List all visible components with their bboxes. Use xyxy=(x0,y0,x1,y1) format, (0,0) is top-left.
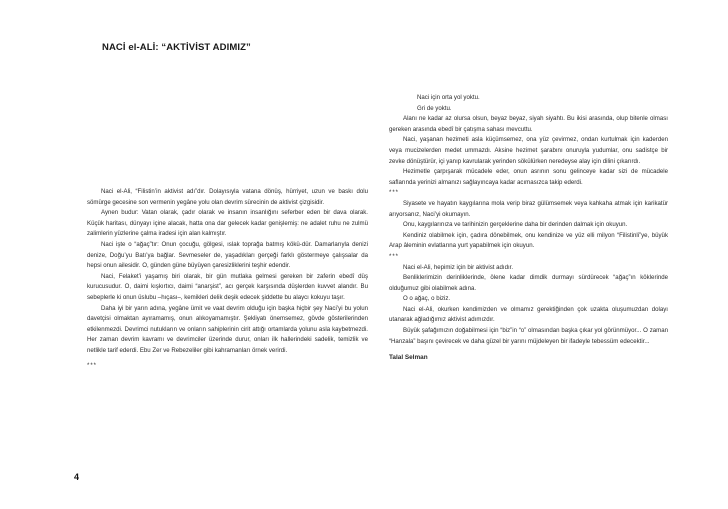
right-paragraph-c5: Büyük şafağımızın doğabilmesi için “biz”in “o” olmasından başka çıkar yol görünmüyor... O zaman “Hanzala” başını çevirecek ve daha güzel bir yarını müjdeleyen bir ifadeyle tebessüm edecektir... xyxy=(389,327,668,345)
right-column xyxy=(389,93,668,364)
left-paragraph-3: Naci işte o “ağaç”tır: Onun çocuğu, gölgesi, ıslak toprağa batmış kökü-dür. Damarlarıyla denizi denize, Doğu’yu Batı’ya bağlar. Sevmeseler de, yaşadıkları gerçeği farklı göstermeye çalışsalar da hepsi onun ailesidir. O, günden güne büyüyen çaresizliklerini teşhir edendir. xyxy=(87,240,368,270)
page-number: 4 xyxy=(74,472,80,482)
right-paragraph-a3: Hezimetle çarpışarak mücadele eder, onun asrının sonu gelinceye kadar sizi de mücadele saflarında yerinizi almanızı sağlayıncaya kadar acımasızca takip ederdi. xyxy=(389,168,668,186)
right-line-1: Naci için orta yol yoktu. xyxy=(417,94,480,101)
right-separator-2: *** xyxy=(389,253,400,260)
right-paragraph-b2: Onu, kaygılarınıza ve tarihinizin gerçeklerine daha bir derinden dalmak için okuyun. xyxy=(403,221,628,229)
author-signature: Talal Selman xyxy=(389,354,428,362)
right-paragraph-c3: O o ağaç, o biziz. xyxy=(403,295,451,303)
right-paragraph-b1: Siyasete ve hayatın kaygılarına mola verip biraz gülümsemek veya kahkaha atmak için karikatür arıyorsanız, Naci’yi okumayın. xyxy=(389,199,668,218)
right-paragraph-c2: Benliklerimizin derinliklerinde, ölene kadar dimdik durmayı sürdürecek “ağaç”ın köklerinde olduğumuz gibi olabilmek adına. xyxy=(389,274,668,292)
right-paragraph-c4: Naci el-Ali, okurken kendimizden ve olmamız gerektiğinden çok uzakta oluşumuzdan dolayı utanarak ağladığımız aktivist adımızdır. xyxy=(389,305,668,324)
right-paragraph-a2: Naci, yaşanan hezimeti asla küçümsemez, ona yüz çevirmez, ondan kurtulmak için kaderden veya mucizelerden medet ummazdı. Aksine hezimet şarabını onuruyla yudumlar, onu sadistçe bir zevke dönüştürür, içi yanıp kavrularak yerinden sökülürken neredeyse alay için dilini çıkarırdı. xyxy=(389,136,668,165)
left-paragraph-2: Aynen budur: Vatan olarak, çadır olarak ve insanın insanlığını seferber eden bir dava olarak. Küçük haritası, dünyayı içine alacak, hatta ona dar gelecek kadar genişlemiş: ne adalet ruhu ne zulmü zalimlerin yüzlerine çalma iradesi için alan kalmıştır. xyxy=(87,209,368,238)
left-paragraph-5: Daha iyi bir yarın adına, yegâne ümit ve vaat devrim olduğu için başka hiçbir şey Naci’yi bu yolun davetçisi olmaktan ayıramamış, onun alıkoyamamıştır. Şekliyatı önemsemez, gövde gösterilerinden etkilenmezdi. Devrimci nutukların ve onların sahiplerinin cirit attığı ortamlarda yolunu asla kaybetmezdi. Her zaman devrim kavramı ve devrimciler üzerinde durur, onları ilk hallerindeki sadelik, temizlik ve netlikle tarif ederdi. Ebu Zer ve Rebezeliler gibi kahramanları örnek verirdi. xyxy=(87,304,368,354)
left-paragraph-1: Naci el-Ali, “Filistin’in aktivist adı”dır. Dolayısıyla vatana dönüş, hürriyet, uzun ve baskı dolu sömürge gecesine son vermenin yegâne yolu olan devrim sürecinin de aktivist çizgisidir. xyxy=(87,188,368,206)
right-line-2: Gri de yoktu. xyxy=(417,104,452,112)
article-title: NACİ el-ALİ: “AKTİVİST ADIMIZ” xyxy=(102,42,251,53)
right-separator-1: *** xyxy=(389,190,400,197)
left-column xyxy=(87,187,368,371)
left-paragraph-4: Naci, Felaket’i yaşamış biri olarak, bir gün mutlaka gelmesi gereken bir zaferin ebedî düş kurucusudur. O, daimi kışkırtıcı, daimi “anarşist”, acı gerçek karşısında düşlerden kuvvet alandır. Bu sebeplerle ki onun üslubu –hıçası–, kemikleri delik deşik edecek şiddette bu alaycı kokuyu taşır. xyxy=(87,272,368,301)
right-paragraph-b3: Kendiniz olabilmek için, çadıra dönebilmek, onu kendinize ve yüz elli milyon “Filistinli”ye, büyük Arap âleminin evlatlarına yurt yapabilmek için okuyun. xyxy=(389,231,668,250)
left-separator: *** xyxy=(87,362,98,369)
right-paragraph-c1: Naci el-Ali, hepimiz için bir aktivist adıdır. xyxy=(403,263,514,271)
right-paragraph-a1: Alanı ne kadar az olursa olsun, beyaz beyaz, siyah siyahtı. Bu ikisi arasında, olup bitenle olması gereken arasında ebedî bir çatışma sahası mevcuttu. xyxy=(389,115,668,133)
